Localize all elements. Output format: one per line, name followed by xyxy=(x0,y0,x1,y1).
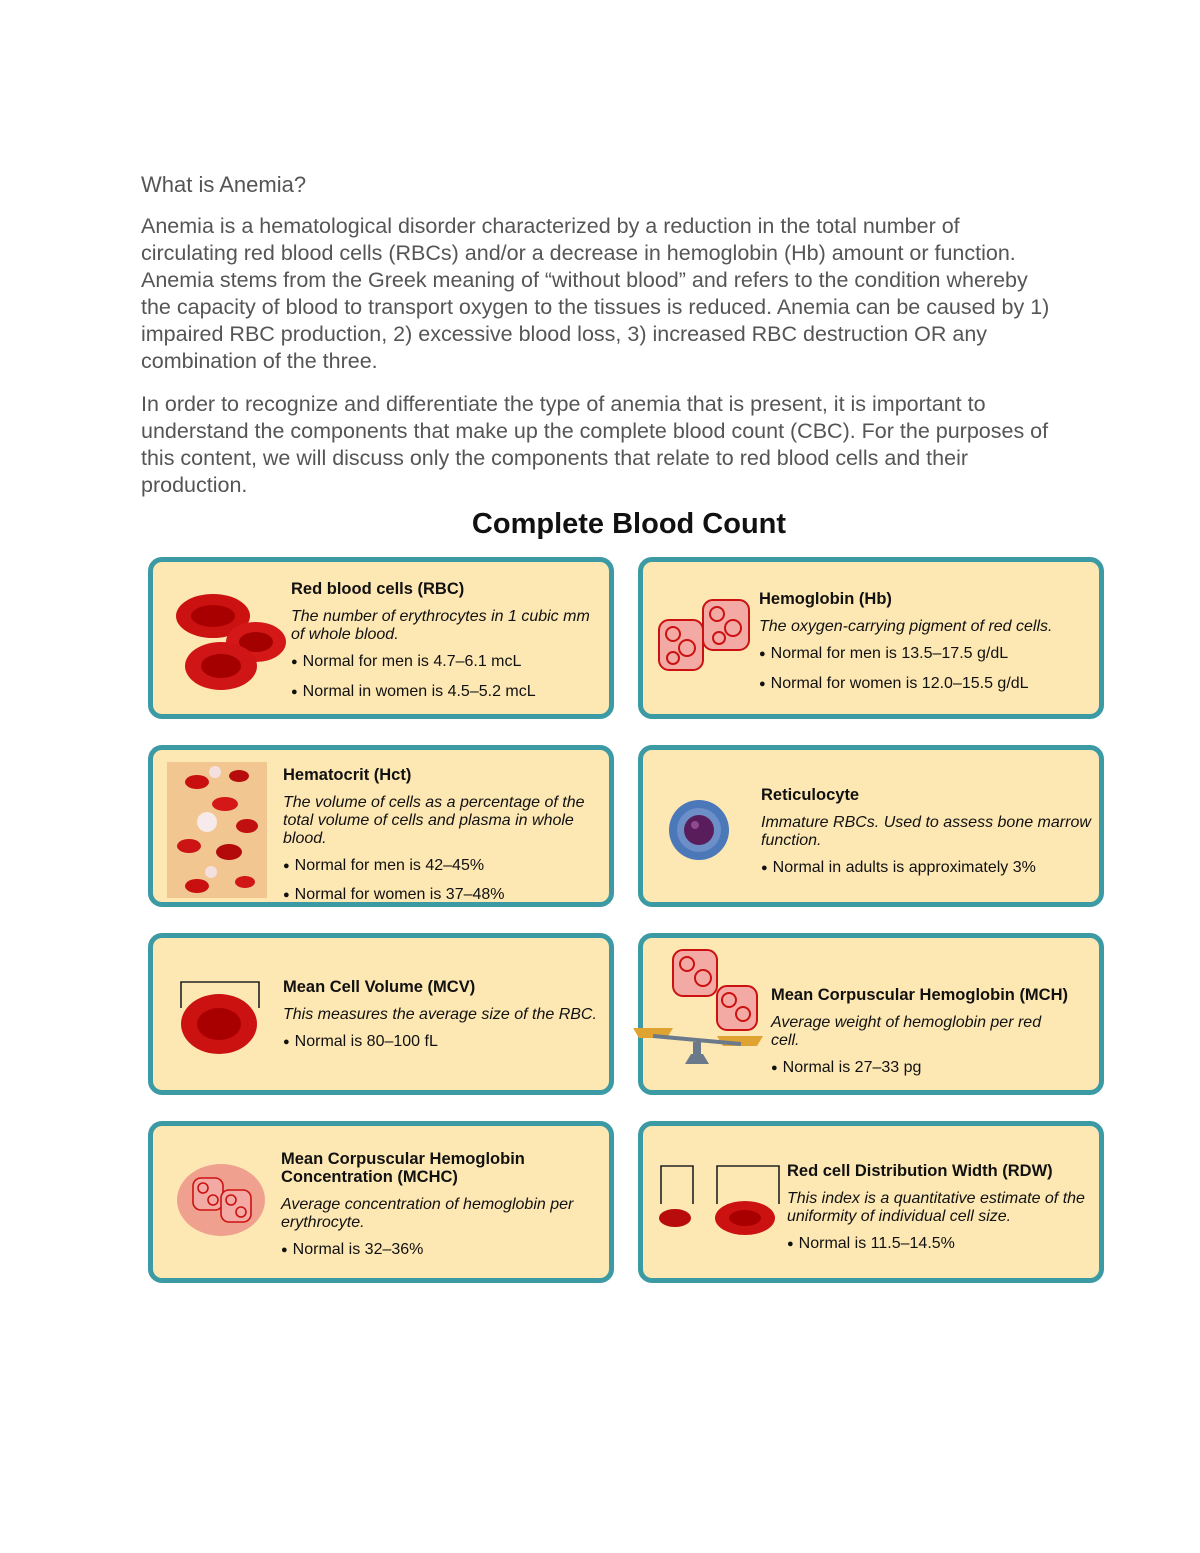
red-blood-cells-icon xyxy=(171,590,289,694)
card-reticulocyte xyxy=(638,745,1104,907)
card-title: Reticulocyte xyxy=(761,786,860,804)
card-description: Average weight of hemoglobin per red cell. xyxy=(771,1014,1042,1049)
card-title: Mean Cell Volume (MCV) xyxy=(283,978,476,996)
card-title: Hemoglobin (Hb) xyxy=(759,590,892,608)
card-rbc xyxy=(148,557,614,719)
card-title: Hematocrit (Hct) xyxy=(283,766,412,784)
card-mchc xyxy=(148,1121,614,1283)
infographic-title: Complete Blood Count xyxy=(471,508,787,540)
card-description: This index is a quantitative estimate of the uniformity of individual cell size. xyxy=(787,1190,1085,1225)
paragraph-definition: Anemia is a hematological disorder characterized by a reduction in the total number of circulating red blood cells (RBCs) and/or a decrease in hemoglobin (Hb) amount or function. Anemia stems from the Greek meaning of “without blood” and refers to the condition whereby the capacity of blood to transport oxygen to the tissues is reduced. Anemia can be caused by 1) impaired RBC production, 2) excessive blood loss, 3) increased RBC destruction OR any combination of the three. xyxy=(141,214,1050,373)
card-bullet: ● Normal for women is 37–48% xyxy=(283,886,603,905)
card-title: Red cell Distribution Width (RDW) xyxy=(787,1162,1053,1180)
hemoglobin-molecule-icon xyxy=(655,598,755,678)
card-description: Immature RBCs. Used to assess bone marrow function. xyxy=(761,814,1091,849)
card-description: The number of erythrocytes in 1 cubic mm of whole blood. xyxy=(291,608,590,643)
cell-size-comparison-icon xyxy=(653,1162,783,1242)
card-description: The volume of cells as a percentage of the total volume of cells and plasma in whole blood. xyxy=(283,794,585,847)
document-heading: What is Anemia? xyxy=(141,172,307,197)
card-bullet: ● Normal in adults is approximately 3% xyxy=(761,859,1101,878)
card-bullet: ● Normal is 27–33 pg xyxy=(771,1059,1105,1078)
card-bullet: ● Normal is 32–36% xyxy=(281,1241,601,1260)
paragraph-cbc-intro: In order to recognize and differentiate the type of anemia that is present, it is important to understand the components that make up the complete blood count (CBC). For the purposes of this content, we will discuss only the components that relate to red blood cells and their production. xyxy=(141,392,1049,497)
hemoglobin-scale-icon xyxy=(629,946,769,1070)
blood-vessel-cells-icon xyxy=(167,762,267,898)
card-description: The oxygen-carrying pigment of red cells. xyxy=(759,618,1053,635)
card-bullet: ● Normal for men is 13.5–17.5 g/dL xyxy=(759,645,1099,664)
card-hemoglobin xyxy=(638,557,1104,719)
card-description: Average concentration of hemoglobin per erythrocyte. xyxy=(281,1196,574,1231)
card-mch xyxy=(638,933,1104,1095)
card-bullet: ● Normal for men is 42–45% xyxy=(283,857,603,876)
card-bullet: ● Normal for men is 4.7–6.1 mcL xyxy=(291,653,606,672)
card-title: Mean Corpuscular Hemoglobin Concentration (MCHC) xyxy=(281,1150,525,1186)
card-title: Red blood cells (RBC) xyxy=(291,580,465,598)
card-bullet: ● Normal for women is 12.0–15.5 g/dL xyxy=(759,675,1099,694)
card-title: Mean Corpuscular Hemoglobin (MCH) xyxy=(771,986,1069,1004)
card-hematocrit xyxy=(148,745,614,907)
card-mcv xyxy=(148,933,614,1095)
card-bullet: ● Normal is 80–100 fL xyxy=(283,1033,603,1052)
card-rdw xyxy=(638,1121,1104,1283)
reticulocyte-icon xyxy=(667,798,731,862)
card-bullet: ● Normal is 11.5–14.5% xyxy=(787,1235,1102,1254)
card-bullet: ● Normal in women is 4.5–5.2 mcL xyxy=(291,683,606,702)
card-description: This measures the average size of the RBC. xyxy=(283,1006,597,1023)
measured-cell-icon xyxy=(179,978,263,1060)
hemoglobin-concentration-icon xyxy=(175,1162,267,1238)
